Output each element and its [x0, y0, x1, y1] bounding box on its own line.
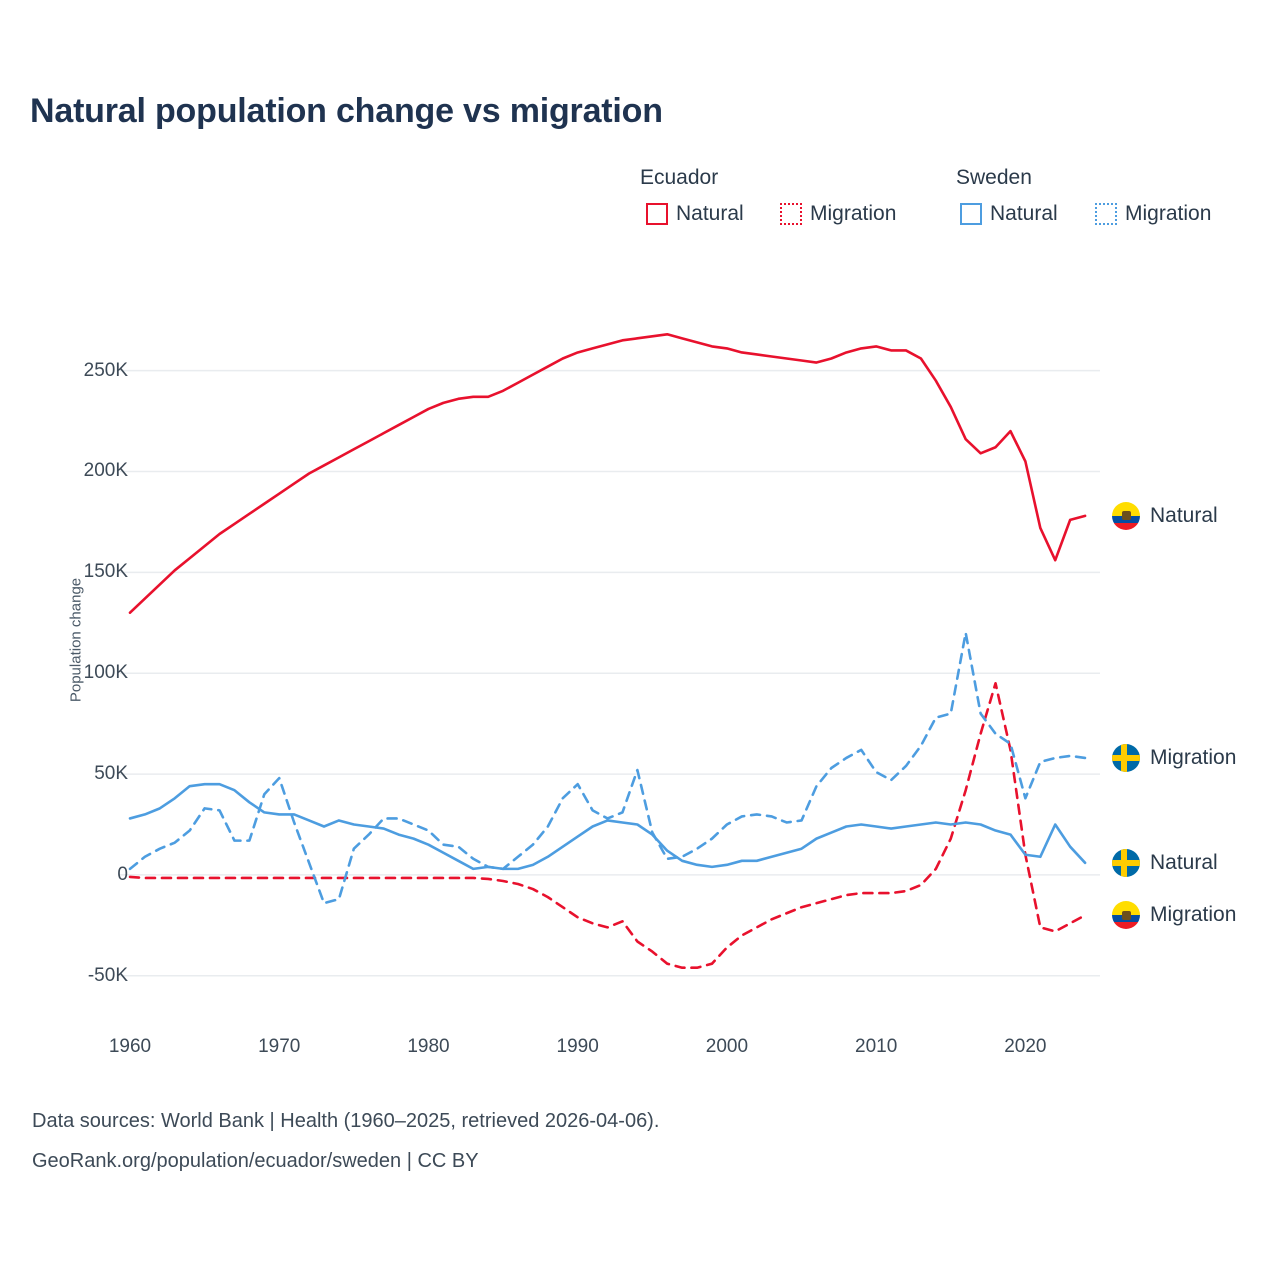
series-end-label-text: Migration [1150, 903, 1237, 927]
series-end-label-text: Natural [1150, 850, 1218, 874]
series-end-label[interactable] [1112, 901, 1236, 929]
series-lines [130, 334, 1085, 967]
footer-attribution: GeoRank.org/population/ecuador/sweden | CC BY [32, 1150, 479, 1172]
y-axis-tick-label: 100K [83, 662, 128, 684]
series-end-label-text: Natural [1150, 503, 1218, 527]
x-axis-tick-label: 2020 [1004, 1036, 1047, 1057]
series-end-label[interactable] [1112, 849, 1218, 877]
y-axis-tick-label: 50K [94, 763, 128, 785]
legend-group-ecuador-label: Ecuador [640, 166, 719, 189]
x-axis-tick-label: 1970 [258, 1036, 301, 1057]
y-axis-tick-label: 150K [83, 561, 128, 583]
y-axis-tick-label: -50K [87, 964, 128, 986]
page-title: Natural population change vs migration [30, 92, 663, 130]
series-line [130, 334, 1085, 612]
series-end-label[interactable] [1112, 744, 1236, 772]
x-axis-tick-label: 1960 [108, 1036, 152, 1057]
legend-item-label: Migration [810, 202, 897, 225]
x-axis-tick-label: 2010 [855, 1036, 898, 1057]
y-axis-tick-label: 250K [83, 359, 128, 381]
sweden-flag-icon [1112, 849, 1140, 877]
footer-data-sources: Data sources: World Bank | Health (1960–2025, retrieved 2026-04-06). [32, 1110, 660, 1132]
y-axis-title: Population change [67, 577, 85, 703]
legend-item-label: Natural [676, 202, 744, 225]
x-axis-tick-label: 1980 [407, 1036, 450, 1057]
ecuador-flag-icon [1112, 502, 1140, 530]
y-axis-tick-label: 0 [117, 863, 128, 885]
series-line [130, 683, 1085, 967]
legend-item-label: Natural [990, 202, 1058, 225]
legend-group-sweden-label: Sweden [956, 166, 1032, 189]
y-axis-tick-label: 200K [83, 460, 128, 482]
x-axis-tick-label: 2000 [705, 1036, 749, 1057]
gridlines [120, 371, 1100, 976]
ecuador-flag-icon [1112, 901, 1140, 929]
sweden-flag-icon [1112, 744, 1140, 772]
series-end-label[interactable] [1112, 502, 1218, 530]
legend-item-label: Migration [1125, 202, 1212, 225]
series-end-label-text: Migration [1150, 745, 1237, 769]
x-axis-tick-label: 1990 [556, 1036, 599, 1057]
